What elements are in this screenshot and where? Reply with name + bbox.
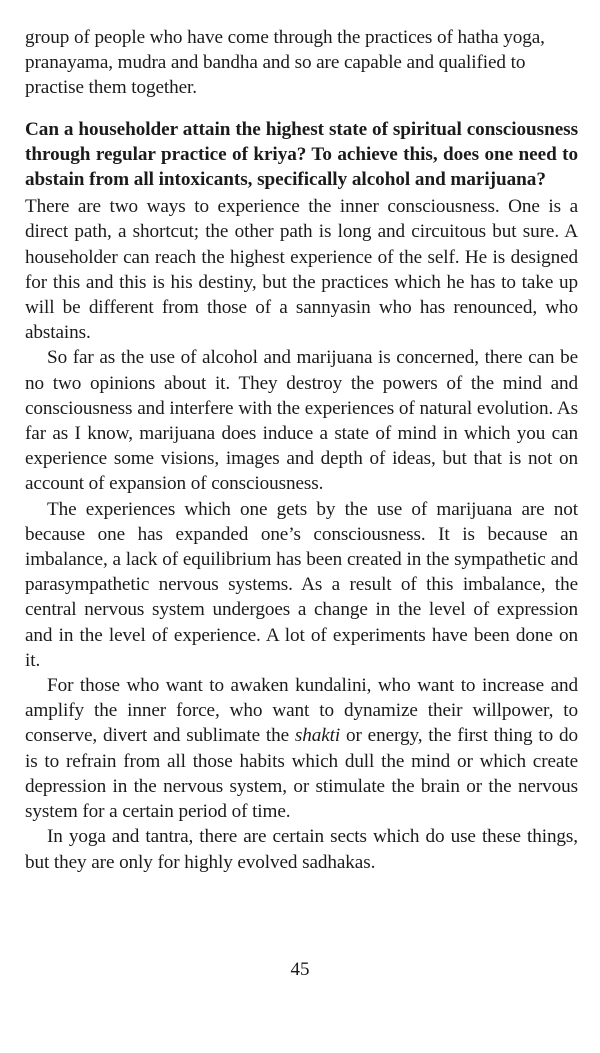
answer-paragraph-2: So far as the use of alcohol and marijuana is concerned, there can be no two opinions about it. They destroy the powers of the mind and consciousness and interfere with the experiences of natural evolution. As far as I know, marijuana does induce a state of mind in which you can experience some visions, images and depth of ideas, but that is not on account of expansion of consciousness.	[25, 347, 578, 495]
answer-paragraph-1: There are two ways to experience the inner consciousness. One is a direct path, a shortcut; the other path is long and circuitous but sure. A householder can reach the highest experience of the self. He is designed for this and this is his destiny, but the practices which he has to take up will be different from those of a sannyasin who has renounced, who abstains.	[25, 196, 578, 344]
continuation-paragraph: group of people who have come through the practices of hatha yoga, pranayama, mudra and bandha and so are capable and qualified to practise them together.	[25, 27, 545, 99]
answer-paragraph-4	[25, 673, 578, 824]
answer-paragraph-5: In yoga and tantra, there are certain sects which do use these things, but they are only for highly evolved sadhakas.	[25, 826, 578, 873]
kundalini-text-after: or energy, the first thing to do is to refrain from all those habits which dull the mind or which create depression in the nervous system, or stimulate the brain or the nervous system for a certain period of time.	[25, 725, 578, 823]
page-number: 45	[290, 959, 310, 980]
book-page	[25, 25, 578, 875]
shakti-emphasis: shakti	[294, 725, 341, 747]
answer-paragraph-3: The experiences which one gets by the use of marijuana are not because one has expanded one’s consciousness. It is because an imbalance, a lack of equilibrium has been created in the sympathetic and parasympathetic nervous systems. As a result of this imbalance, the central nervous system undergoes a change in the level of expression and in the level of experience. A lot of experiments have been done on it.	[25, 498, 578, 671]
kundalini-text-before: For those who want to awaken kundalini, who want to increase and amplify the inner force, who want to dynamize their willpower, to conserve, divert and sublimate the	[25, 675, 578, 747]
question-heading: Can a householder attain the highest state of spiritual consciousness through regular practice of kriya? To achieve this, does one need to abstain from all intoxicants, specifically alcohol and marijuana?	[25, 118, 578, 191]
